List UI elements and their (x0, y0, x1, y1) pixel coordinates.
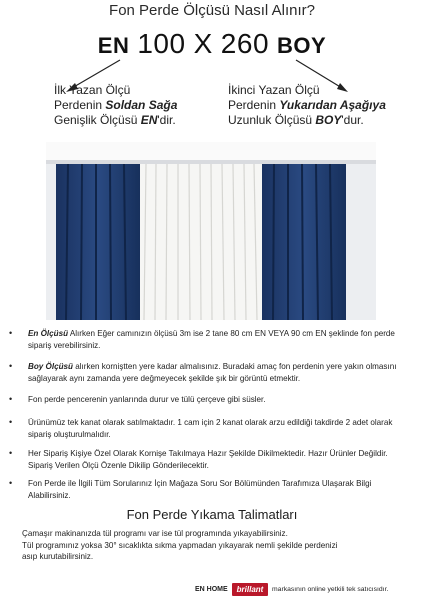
wash-title: Fon Perde Yıkama Talimatları (126, 507, 298, 522)
height-note-line3: Uzunluk Ölçüsü BOY'dur. (228, 113, 364, 127)
authorized-seller-text: markasının online yetkili tek satıcısıdır. (272, 586, 389, 593)
cornice (46, 142, 376, 162)
width-note-line2: Perdenin Soldan Sağa (54, 98, 178, 112)
height-value: 260 (220, 28, 270, 59)
height-note-line1: İkinci Yazan Ölçü (228, 83, 320, 97)
width-note (54, 83, 214, 128)
width-note-line1: İlk Yazan Ölçü (54, 83, 131, 97)
height-note-line2: Perdenin Yukarıdan Aşağıya (228, 98, 386, 112)
brand-footer (0, 582, 424, 598)
en-home-label: EN HOME (195, 586, 228, 593)
height-note (228, 83, 418, 128)
width-note-line3: Genişlik Ölçüsü EN'dir. (54, 113, 176, 127)
page-title: Fon Perde Ölçüsü Nasıl Alınır? (109, 2, 315, 19)
wash-instructions (22, 528, 412, 563)
en-label: EN (97, 33, 130, 58)
times-sign: X (193, 28, 213, 59)
wash-line1: Çamaşır makinanızda tül programı var ise tül programında yıkayabilirsiniz. (22, 529, 288, 538)
width-value: 100 (137, 28, 186, 59)
brillant-logo: brillant (232, 583, 268, 596)
curtain-photo (46, 142, 376, 320)
wash-line3: asıp kurutabilirsiniz. (22, 552, 94, 561)
curtain-illustration (46, 142, 376, 320)
wash-line2: Tül programınız yoksa 30° sıcaklıkta sıkma yapmadan yıkayarak nemli şekilde perdenizi (22, 540, 338, 550)
boy-label: BOY (277, 33, 327, 58)
